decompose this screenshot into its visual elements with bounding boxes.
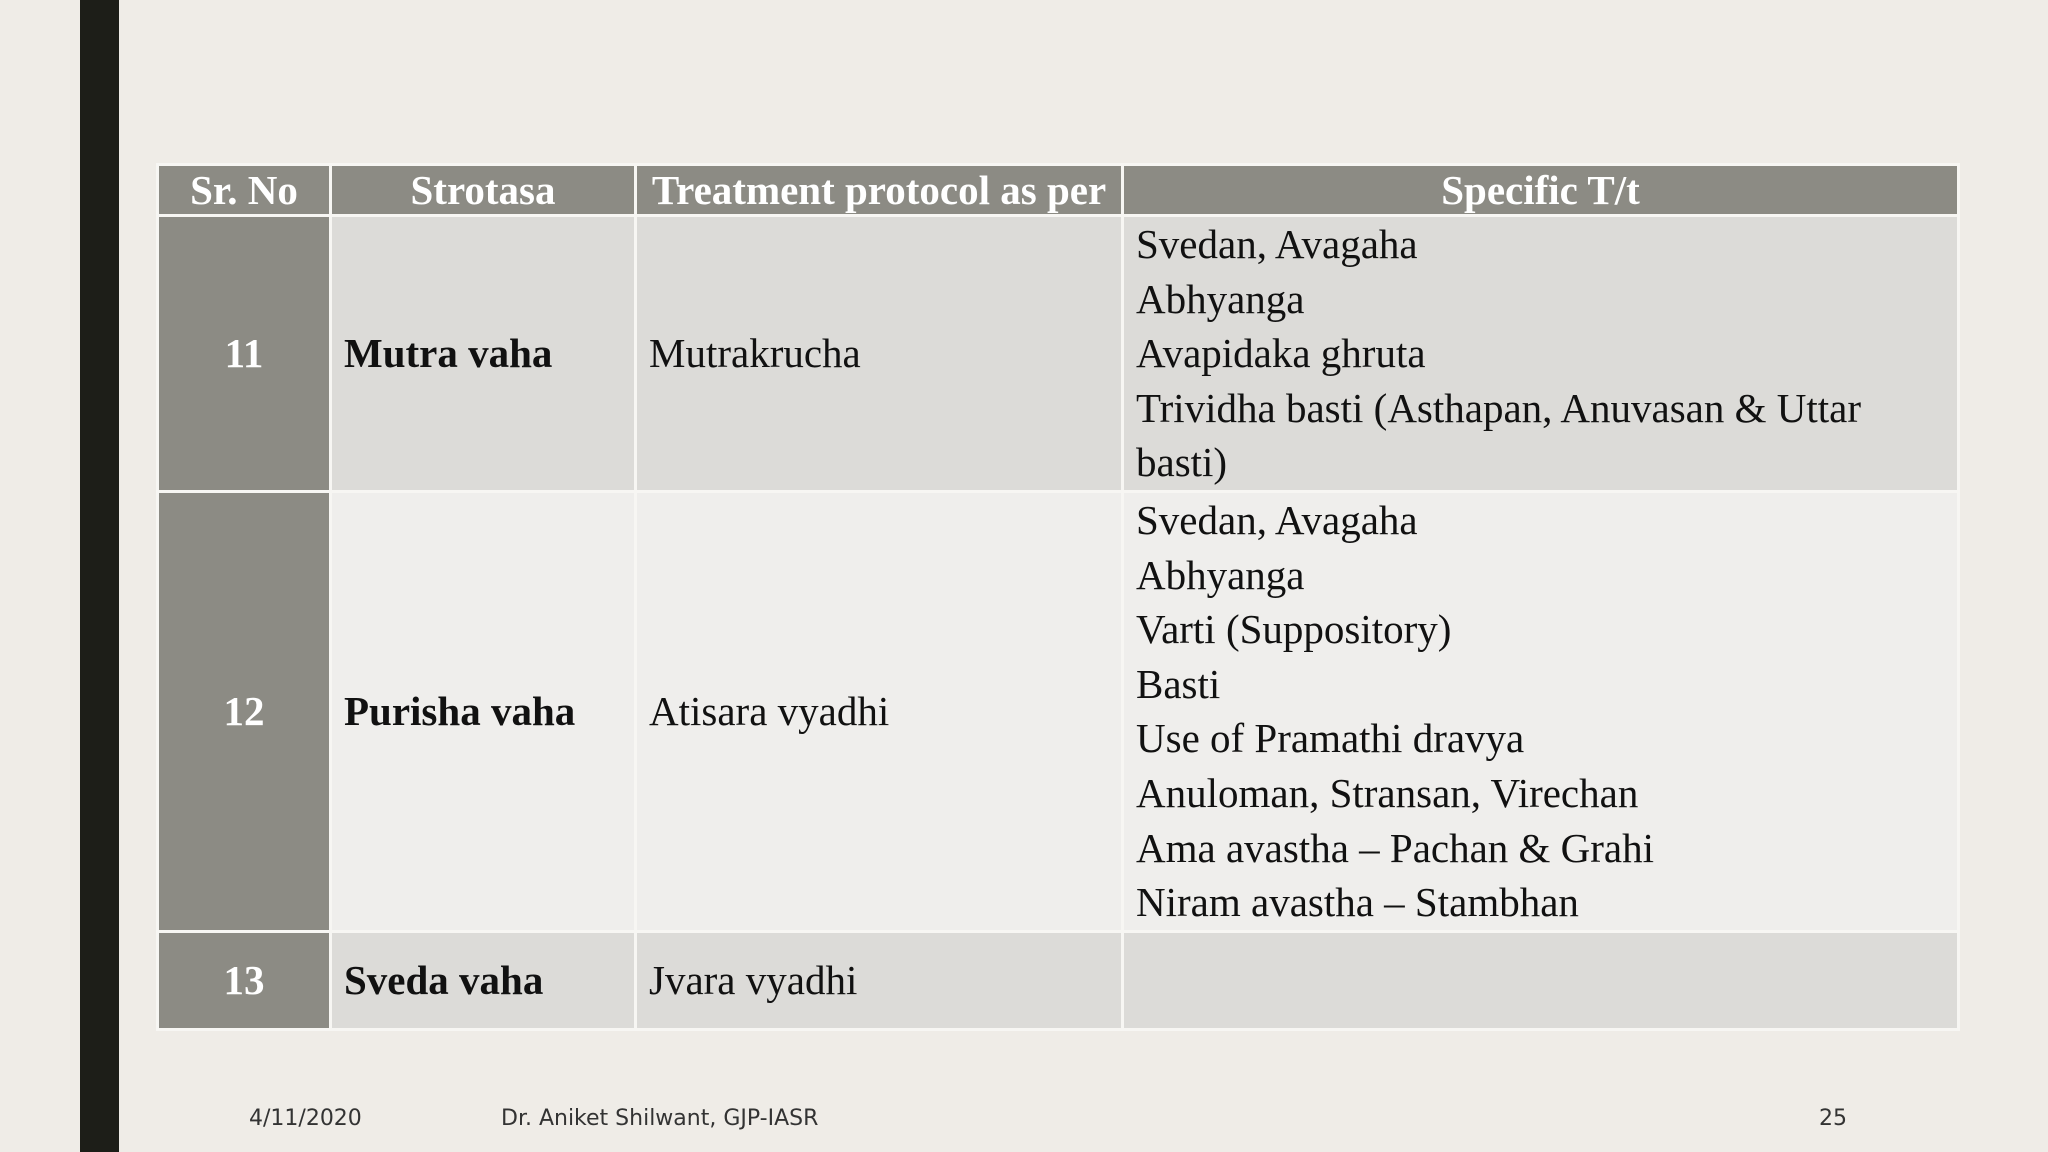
header-strotasa: Strotasa	[331, 165, 636, 216]
protocol-cell: Mutrakrucha	[636, 216, 1123, 492]
specific-tt-item: Basti	[1136, 660, 1221, 707]
table-header-row	[158, 165, 1959, 216]
specific-tt-item: Abhyanga	[1136, 275, 1305, 322]
header-treatment-protocol: Treatment protocol as per	[636, 165, 1123, 216]
footer-author: Dr. Aniket Shilwant, GJP-IASR	[501, 1106, 819, 1131]
specific-tt-cell	[1123, 931, 1959, 1029]
specific-tt-cell	[1123, 491, 1959, 931]
sr-no-cell: 12	[158, 491, 331, 931]
specific-tt-item: Svedan, Avagaha	[1136, 221, 1418, 267]
specific-tt-item: Anuloman, Stransan, Virechan	[1136, 769, 1639, 816]
slide-accent-bar	[80, 0, 119, 1152]
specific-tt-item: Niram avastha – Stambhan	[1136, 879, 1579, 926]
strotasa-cell: Mutra vaha	[331, 216, 636, 492]
header-specific-tt: Specific T/t	[1123, 165, 1959, 216]
specific-tt-item: Use of Pramathi dravya	[1136, 715, 1525, 762]
specific-tt-item: Ama avastha – Pachan & Grahi	[1136, 824, 1655, 871]
header-sr-no: Sr. No	[158, 165, 331, 216]
table-row	[158, 216, 1959, 492]
slide-number: 25	[1819, 1106, 1847, 1131]
sr-no-cell: 13	[158, 931, 331, 1029]
protocol-cell: Jvara vyadhi	[636, 931, 1123, 1029]
specific-tt-item: basti)	[1136, 439, 1228, 486]
specific-tt-item: Svedan, Avagaha	[1136, 496, 1418, 543]
strotasa-cell: Sveda vaha	[331, 931, 636, 1029]
sr-no-cell: 11	[158, 216, 331, 492]
specific-tt-item: Abhyanga	[1136, 551, 1305, 598]
specific-tt-cell	[1123, 216, 1959, 492]
treatment-table	[156, 163, 1960, 1031]
specific-tt-item: Trividha basti (Asthapan, Anuvasan & Uttar	[1136, 384, 1862, 431]
protocol-cell: Atisara vyadhi	[636, 491, 1123, 931]
specific-tt-item: Avapidaka ghruta	[1136, 330, 1426, 377]
table-row	[158, 491, 1959, 931]
specific-tt-item: Varti (Suppository)	[1136, 606, 1452, 653]
footer-date: 4/11/2020	[249, 1106, 362, 1131]
table-row	[158, 931, 1959, 1029]
strotasa-cell: Purisha vaha	[331, 491, 636, 931]
